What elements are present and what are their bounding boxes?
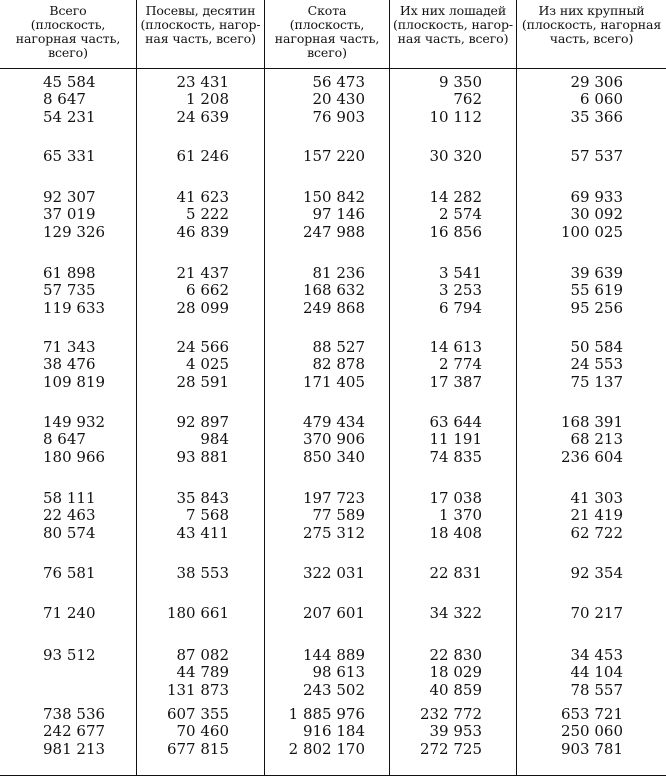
table-value: 11 191	[429, 430, 482, 449]
table-value: 43 411	[176, 523, 229, 542]
table-value: 6 794	[439, 298, 482, 317]
table-value: 8 647	[43, 430, 86, 449]
cell-c2	[137, 339, 229, 391]
table-value: 677 815	[166, 739, 229, 758]
table-value: 76 581	[43, 564, 96, 582]
table-value: 984	[200, 430, 229, 449]
table-value: 981 213	[43, 739, 106, 758]
table-value: 77 589	[312, 506, 365, 525]
cell-c1	[43, 189, 113, 241]
table-value: 1 208	[186, 90, 229, 109]
table-value: 100 025	[560, 222, 623, 241]
header-total	[0, 4, 136, 60]
header-horses	[390, 4, 516, 46]
table-value: 479 434	[302, 413, 365, 431]
cell-c4	[390, 490, 482, 542]
cell-c5	[517, 414, 623, 466]
cell-c5	[517, 339, 623, 391]
table-value: 71 343	[43, 338, 96, 356]
header-line: часть, всего)	[549, 31, 634, 46]
table-value: 1 885 976	[288, 705, 365, 723]
table-value: 275 312	[302, 523, 365, 542]
cell-c3	[265, 148, 365, 165]
table-value: 2 802 170	[288, 739, 365, 758]
table-value: 207 601	[302, 604, 365, 622]
table-value: 39 953	[429, 722, 482, 741]
header-cattle	[517, 4, 666, 46]
table-value: 131 873	[166, 680, 229, 699]
table-value: 35 366	[570, 107, 623, 126]
table-value: 54 231	[43, 107, 96, 126]
table-value: 28 099	[176, 298, 229, 317]
table-value: 92 354	[570, 564, 623, 582]
table-value: 61 898	[43, 264, 96, 282]
cell-c4	[390, 706, 482, 758]
table-value: 16 856	[429, 222, 482, 241]
cell-c5	[517, 189, 623, 241]
table-value: 250 060	[560, 722, 623, 741]
header-line: всего)	[48, 45, 88, 60]
header-line: ная часть, всего)	[145, 31, 256, 46]
cell-c1	[43, 647, 113, 664]
header-livestock	[265, 4, 389, 60]
header-line: (плоскость,	[30, 17, 106, 32]
table-value: 62 722	[570, 523, 623, 542]
cell-c4	[390, 339, 482, 391]
cell-c3	[265, 490, 365, 542]
table-value: 370 906	[302, 430, 365, 449]
table-value: 35 843	[176, 489, 229, 507]
table-value: 21 437	[176, 264, 229, 282]
cell-c1	[43, 565, 113, 582]
table-value: 916 184	[302, 722, 365, 741]
table-value: 232 772	[419, 705, 482, 723]
table-value: 57 735	[43, 281, 96, 300]
table-value: 41 623	[176, 188, 229, 206]
cell-c4	[390, 189, 482, 241]
table-value: 18 408	[429, 523, 482, 542]
table-value: 44 104	[570, 663, 623, 682]
cell-c3	[265, 189, 365, 241]
cell-c5	[517, 74, 623, 126]
table-value: 1 370	[439, 506, 482, 525]
cell-c2	[137, 74, 229, 126]
header-line: ная часть, всего)	[397, 31, 509, 46]
table-value: 75 137	[570, 372, 623, 391]
table-value: 30 320	[429, 147, 482, 165]
cell-c1	[43, 490, 113, 542]
cell-c5	[517, 605, 623, 622]
table-value: 6 060	[580, 90, 623, 109]
table-value: 44 789	[176, 663, 229, 682]
table-value: 243 502	[302, 680, 365, 699]
table-value: 80 574	[43, 523, 96, 542]
table-value: 98 613	[312, 663, 365, 682]
table-value: 3 253	[439, 281, 482, 300]
table-value: 30 092	[570, 205, 623, 224]
table-value: 37 019	[43, 205, 96, 224]
cell-c3	[265, 706, 365, 758]
bottom-rule	[0, 775, 666, 776]
table-value: 71 240	[43, 604, 96, 622]
cell-c1	[43, 339, 113, 391]
table-value: 46 839	[176, 222, 229, 241]
cell-c2	[137, 647, 229, 699]
cell-c5	[517, 647, 623, 699]
table-value: 5 222	[186, 205, 229, 224]
table-value: 3 541	[439, 264, 482, 282]
table-value: 242 677	[43, 722, 106, 741]
table-value: 607 355	[166, 705, 229, 723]
table-value: 70 460	[176, 722, 229, 741]
table-value: 272 725	[419, 739, 482, 758]
cell-c3	[265, 265, 365, 317]
header-line: (плоскость, нагор-	[393, 17, 513, 32]
table-value: 21 419	[570, 506, 623, 525]
table-value: 180 661	[166, 604, 229, 622]
table-value: 57 537	[570, 147, 623, 165]
table-value: 92 307	[43, 188, 96, 206]
cell-c4	[390, 565, 482, 582]
cell-c1	[43, 74, 113, 126]
cell-c1	[43, 265, 113, 317]
table-value: 4 025	[186, 355, 229, 374]
header-line: (плоскость,	[289, 17, 365, 32]
table-value: 92 897	[176, 413, 229, 431]
table-value: 69 933	[570, 188, 623, 206]
table-value: 109 819	[43, 372, 106, 391]
cell-c2	[137, 706, 229, 758]
header-line: Посевы, десятин	[145, 3, 256, 18]
table-value: 68 213	[570, 430, 623, 449]
cell-c5	[517, 565, 623, 582]
header-line: (плоскость, нагор-	[140, 17, 261, 32]
table-value: 738 536	[43, 705, 106, 723]
table-value: 17 387	[429, 372, 482, 391]
cell-c5	[517, 148, 623, 165]
table-value: 10 112	[429, 107, 482, 126]
table-value: 23 431	[176, 73, 229, 91]
cell-c1	[43, 706, 113, 758]
table-value: 14 282	[429, 188, 482, 206]
header-line: Всего	[49, 3, 87, 18]
table-value: 76 903	[312, 107, 365, 126]
header-line: (плоскость, нагорная	[521, 17, 662, 32]
table-value: 144 889	[302, 646, 365, 664]
cell-c3	[265, 605, 365, 622]
table-value: 22 830	[429, 646, 482, 664]
table-value: 24 639	[176, 107, 229, 126]
table-value: 850 340	[302, 447, 365, 466]
table-value: 236 604	[560, 447, 623, 466]
cell-c5	[517, 490, 623, 542]
table-value: 93 881	[176, 447, 229, 466]
cell-c4	[390, 74, 482, 126]
table-value: 55 619	[570, 281, 623, 300]
table-value: 8 647	[43, 90, 86, 109]
table-value: 93 512	[43, 646, 96, 664]
table-value: 78 557	[570, 680, 623, 699]
table-value: 2 574	[439, 205, 482, 224]
table-value: 61 246	[176, 147, 229, 165]
cell-c2	[137, 189, 229, 241]
cell-c1	[43, 414, 113, 466]
table-value: 70 217	[570, 604, 623, 622]
cell-c2	[137, 490, 229, 542]
cell-c1	[43, 605, 113, 622]
cell-c5	[517, 706, 623, 758]
header-line: всего)	[307, 45, 347, 60]
table-value: 157 220	[302, 147, 365, 165]
table-value: 9 350	[439, 73, 482, 91]
table-value: 38 476	[43, 355, 96, 374]
cell-c2	[137, 148, 229, 165]
table-value: 41 303	[570, 489, 623, 507]
header-line: Скота	[307, 3, 347, 18]
table-value: 28 591	[176, 372, 229, 391]
table-value: 58 111	[43, 489, 96, 507]
table-value: 249 868	[302, 298, 365, 317]
table-value: 197 723	[302, 489, 365, 507]
header-rule	[0, 68, 666, 69]
table-value: 56 473	[312, 73, 365, 91]
table-value: 22 463	[43, 506, 96, 525]
table-value: 88 527	[312, 338, 365, 356]
header-line: нагорная часть,	[15, 31, 121, 46]
table-value: 18 029	[429, 663, 482, 682]
table-value: 50 584	[570, 338, 623, 356]
table-value: 7 568	[186, 506, 229, 525]
header-crops	[137, 4, 264, 46]
table-value: 322 031	[302, 564, 365, 582]
table-value: 14 613	[429, 338, 482, 356]
table-value: 38 553	[176, 564, 229, 582]
table-value: 168 632	[302, 281, 365, 300]
table-value: 82 878	[312, 355, 365, 374]
table-value: 2 774	[439, 355, 482, 374]
cell-c3	[265, 414, 365, 466]
table-value: 74 835	[429, 447, 482, 466]
cell-c4	[390, 265, 482, 317]
table-value: 17 038	[429, 489, 482, 507]
table-value: 6 662	[186, 281, 229, 300]
cell-c4	[390, 647, 482, 699]
table-value: 29 306	[570, 73, 623, 91]
table-value: 180 966	[43, 447, 106, 466]
table-value: 34 322	[429, 604, 482, 622]
table-value: 22 831	[429, 564, 482, 582]
cell-c2	[137, 605, 229, 622]
table-value: 20 430	[312, 90, 365, 109]
cell-c4	[390, 148, 482, 165]
table-value: 24 553	[570, 355, 623, 374]
cell-c5	[517, 265, 623, 317]
cell-c1	[43, 148, 113, 165]
table-value: 119 633	[43, 298, 106, 317]
cell-c3	[265, 339, 365, 391]
cell-c4	[390, 414, 482, 466]
cell-c2	[137, 265, 229, 317]
header-line: Из них крупный	[538, 3, 645, 18]
cell-c3	[265, 647, 365, 699]
table-value: 39 639	[570, 264, 623, 282]
table-value: 150 842	[302, 188, 365, 206]
table-value: 95 256	[570, 298, 623, 317]
table-value: 87 082	[176, 646, 229, 664]
table-value: 34 453	[570, 646, 623, 664]
table-value: 45 584	[43, 73, 96, 91]
table-value: 247 988	[302, 222, 365, 241]
table-value: 40 859	[429, 680, 482, 699]
table-value: 653 721	[560, 705, 623, 723]
cell-c2	[137, 565, 229, 582]
header-line: нагорная часть,	[274, 31, 380, 46]
cell-c2	[137, 414, 229, 466]
table-value: 903 781	[560, 739, 623, 758]
table-value: 171 405	[302, 372, 365, 391]
cell-c3	[265, 565, 365, 582]
table-value: 63 644	[429, 413, 482, 431]
cell-c4	[390, 605, 482, 622]
table-value: 168 391	[560, 413, 623, 431]
table-value: 129 326	[43, 222, 106, 241]
header-line: Их них лошадей	[399, 3, 507, 18]
table-value: 149 932	[43, 413, 106, 431]
table-value: 97 146	[312, 205, 365, 224]
cell-c3	[265, 74, 365, 126]
table-value: 24 566	[176, 338, 229, 356]
table-value: 81 236	[312, 264, 365, 282]
table-value: 762	[453, 90, 482, 109]
table-value: 65 331	[43, 147, 96, 165]
